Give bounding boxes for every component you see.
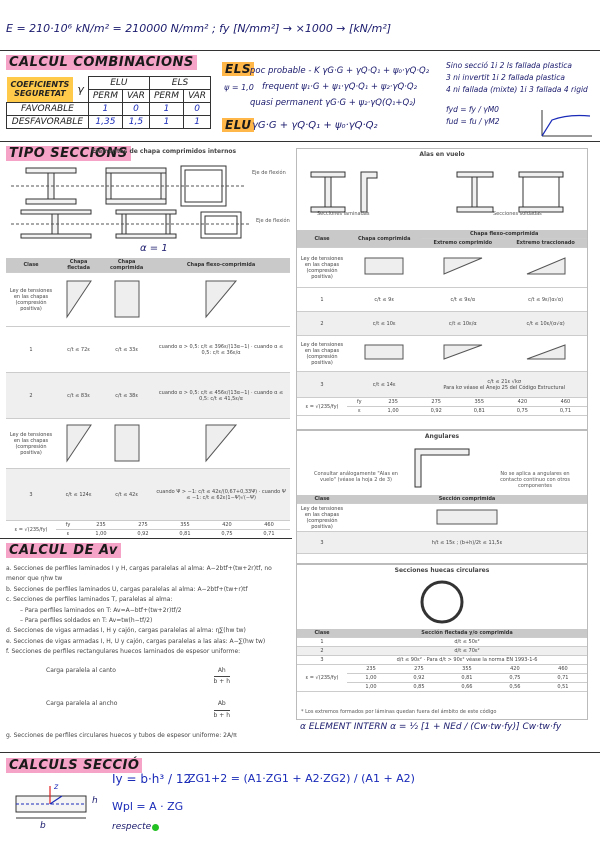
alpha-formula: α ELEMENT INTERN α = ½ [1 + NEd / (Cw·tw·fy)] Cw·tw·fy [300,722,562,732]
iy-formula: Iy = b·h³ / 12 [112,772,192,786]
angulares-left-note: Consultar análogamente "Alas en vuelo" (véase la hoja 2 de 3) [314,471,398,483]
frac-num: Ah [214,666,230,677]
angulares-right-note: No se aplica a angulares en contacto continuo con otros componentes [500,471,570,489]
eps-cell: 1,00 [372,407,415,416]
eps-cell: ε [56,530,80,539]
limit-text: d/t ≤ 90ε² [396,657,422,663]
eps2-cell: 0,56 [491,683,539,692]
av-frac [214,666,230,688]
stress-diagram [101,273,152,327]
internal-sections-drawing [6,160,290,240]
flect-cell: c/t ≤ 83ε [56,373,101,419]
ley-label: Ley de tensiones en las chapas (compresión positiva) [6,419,56,469]
ec-text: c/t ≤ 21ε √kσ [487,378,522,385]
col-header: Chapa comprimida [347,230,421,248]
divider [0,50,600,51]
elu-formula: γG·G + γQ·Q₁ + ψ₀·γQ·Q₂ [252,120,378,131]
av-item: d. Secciones de vigas armadas I, H y cajón, cargas paralelas al alma: η∑(hw tw) [6,627,246,635]
circular-section-sketch [417,577,467,627]
huecas-footnote: * Los extremos formados por láminas quedan fuera del ámbito de este código [301,709,497,715]
col-header: Extremo traccionado [504,239,587,248]
els-line-2: frequent ψ₁·G + ψ₁·γQ·Q₁ + ψ₂·γQ·Q₂ [262,82,417,92]
cell: 1 [149,103,183,116]
fy-cell: 355 [164,521,206,530]
stress-diagram [101,419,152,469]
av-item: f. Secciones de perfiles rectangulares huecos laminados de espesor uniforme: [6,648,241,656]
fy-cell: fy [56,521,80,530]
av-subitem: – Para perfiles soldados en T: Av=tw(h−tf/2) [20,617,153,625]
eps-table [297,398,587,416]
comp-cell: c/t ≤ 38ε [101,373,152,419]
cell: 1,5 [122,116,149,129]
av-subitem: – Para perfiles laminados en T: Av=A−btf+(tw+2r)tf/2 [20,606,182,614]
ec-cell: c/t ≤ 9ε/α [421,288,504,312]
fy-cell: 275 [415,398,458,407]
av-item: a. Secciones de perfiles laminados I y H, cargas paralelas al alma: A−2btf+(tw+2r)tf, no menor que ηhw tw [6,565,272,583]
eps-cell: 0,71 [544,407,587,416]
fy-cell: fy [347,398,372,407]
flange-sketches [297,158,585,218]
eps-label: ε = √(235/fy) [6,521,56,539]
eps-cell: 1,00 [347,674,395,683]
eps2-cell: 0,66 [443,683,491,692]
et-text: Para kσ véase el Anejo 25 del Código Estructural [443,384,566,391]
col-header: Extremo comprimido [421,239,504,248]
fy-cell: 460 [539,665,587,674]
calcul-combinacions-title: CALCUL COMBINACIONS [6,55,197,70]
elu-tag: ELU [222,118,254,132]
flexo-cell: cuando Ψ > −1: c/t ≤ 42ε/(0,67+0,33Ψ) · cuando Ψ ≤ −1: c/t ≤ 62ε(1−Ψ)√(−Ψ) [152,469,290,521]
zg-formula: ZG1+2 = (A1·ZG1 + A2·ZG2) / (A1 + A2) [188,772,415,785]
calcul-av-title: CALCUL DE Av [6,543,121,558]
fy-cell: 420 [206,521,248,530]
eps-cell: 0,71 [248,530,290,539]
axis-label: Eje de flexión [252,170,286,176]
fy-cell: 355 [443,665,491,674]
flange-table [297,230,587,398]
flexo-cell: cuando α > 0,5: c/t ≤ 456ε/(13α−1) · cuando α ≤ 0,5: c/t ≤ 41,5ε/α [152,373,290,419]
gamma-label: γ [77,82,84,96]
var-header: VAR [184,90,211,103]
note-line: 3 ni invertit 1i 2 fallada plastica [446,73,565,82]
limit-cell: d/t ≤ 90ε² · Para d/t > 90ε² véase la norma EN 1993-1-6 [347,656,587,665]
col-header: Chapa flectada [56,258,101,273]
col-header: Sección comprimida [347,495,587,504]
frac-den: b + h [213,711,230,719]
huecas-table [297,629,587,692]
angulares-title: Angulares [424,433,460,440]
eps-cell: 0,75 [491,674,539,683]
stress-diagram [347,336,421,372]
fy-cell: 235 [372,398,415,407]
ec-cell: c/t ≤ 10ε/α [421,312,504,336]
comp-cell: c/t ≤ 42ε [101,469,152,521]
note-text: Para d/t > 90ε² véase la norma EN 1993-1-6 [426,657,538,663]
clase-cell: 3 [297,656,347,665]
b-label: b [40,821,46,831]
perm-header: PERM [88,90,122,103]
eps-cell: 0,92 [395,674,443,683]
cell: 1 [88,103,122,116]
eps-table [6,521,290,539]
col-header: Chapa flexo-comprimida [152,258,290,273]
col-header: Chapa comprimida [101,258,152,273]
clase-cell: 2 [297,647,347,656]
clase-cell: 2 [297,312,347,336]
stress-strain-sketch [538,108,594,140]
fy-cell: 420 [501,398,544,407]
psi-label: ψ = 1,0 [224,83,254,92]
clase-cell: 2 [6,373,56,419]
stress-diagram [347,504,587,532]
av-list [6,564,290,742]
stress-diagram [421,336,504,372]
comp-cell: c/t ≤ 10ε [347,312,421,336]
coef-label: COEFICIENTS SEGURETAT [7,77,74,103]
top-formula: E = 210·10⁶ kN/m² = 210000 N/mm² ; fy [N/mm²] → ×1000 → [kN/m²] [6,22,392,35]
els-header: ELS [149,77,210,90]
wpl-formula: Wpl = A · ZG [112,800,184,813]
angulares-table [297,495,587,554]
h-label: h [92,796,98,806]
divider [0,752,600,753]
stress-diagram [56,419,101,469]
divider [0,141,600,142]
note-line: Sino secció 1i 2 ls fallada plastica [446,61,572,70]
row-label: DESFAVORABLE [7,116,89,129]
row-label: FAVORABLE [7,103,89,116]
comp-cell: c/t ≤ 33ε [101,327,152,373]
els-line-3: quasi permanent γG·G + ψ₂·γQ(Q₁+Q₂) [250,98,416,108]
els-tag: ELS [222,62,254,76]
stress-diagram [152,419,290,469]
combinations-table-wrap [6,76,211,129]
av-item: c. Secciones de perfiles laminados T, paralelas al alma: [6,596,173,604]
eps-label: ε = √(235/fy) [297,665,347,692]
angulares-panel [296,430,588,564]
stress-diagram [347,248,421,288]
calculs-seccio-title: CALCULS SECCIÓ [6,758,142,773]
av-frac [214,699,230,721]
col-header: Chapa flexo-comprimida [421,230,587,239]
fy-cell: 235 [80,521,122,530]
col-header: Clase [6,258,56,273]
comp-cell: c/t ≤ 9ε [347,288,421,312]
ley-label: Ley de tensiones en las chapas (compresión positiva) [297,336,347,372]
els-line-1: poc probable - K γG·G + γQ·Q₁ + ψ₀·γQ·Q₂ [250,66,430,76]
tipo-seccions-title: TIPO SECCIONS [6,146,131,161]
eps-cell: 0,81 [164,530,206,539]
respecte-label: respecte [112,822,152,832]
frac-num: Ab [214,699,230,710]
note-line: fyd = fy / γM0 [446,105,499,114]
huecas-title: Secciones huecas circulares [394,567,490,574]
eps-cell: 0,81 [443,674,491,683]
flect-cell: c/t ≤ 124ε [56,469,101,521]
cell: 0 [184,103,211,116]
combinations-table [6,76,211,129]
alas-title: Alas en vuelo [419,151,465,158]
eps-cell: 0,75 [206,530,248,539]
axis-label: Eje de flexión [256,218,290,224]
note-line: fud = fu / γM2 [446,117,500,126]
fy-cell: 235 [347,665,395,674]
fy-cell: 420 [491,665,539,674]
elu-header: ELU [88,77,149,90]
av-item: b. Secciones de perfiles laminados U, cargas paralelas al alma: A−2btf+(tw+r)tf [6,585,248,593]
green-dot-icon [152,824,159,831]
clase-cell: 1 [297,638,347,647]
cell: 1,35 [88,116,122,129]
ec-cell [421,372,587,398]
soldadas-label: Secciones soldadas [493,211,542,217]
flect-cell: c/t ≤ 72ε [56,327,101,373]
fy-cell: 460 [248,521,290,530]
stress-diagram [504,248,587,288]
fy-cell: 460 [544,398,587,407]
eps2-cell: 0,51 [539,683,587,692]
fy-cell: 355 [458,398,501,407]
alpha-label: α = 1 [140,243,168,254]
av-item: e. Secciones de vigas armadas I, H, U y cajón, cargas paralelas a las alas: A−∑(hw tw) [6,637,266,645]
eps-label: ε = √(235/fy) [297,398,347,416]
stress-diagram [421,248,504,288]
angle-sketch [407,443,477,491]
clase-cell: 1 [297,288,347,312]
limit-cell: d/t ≤ 70ε² [347,647,587,656]
eps-cell: ε [347,407,372,416]
frac-den: b + h [213,678,230,686]
comp-cell: c/t ≤ 14ε [347,372,421,398]
formula-cell: h/t ≤ 15ε ; (b+h)/2t ≤ 11,5ε [347,532,587,554]
et-cell: c/t ≤ 9ε/(α√α) [504,288,587,312]
perm-header: PERM [149,90,183,103]
fy-cell: 275 [395,665,443,674]
clase-cell: 3 [297,532,347,554]
clase-cell: 1 [6,327,56,373]
ley-label: Ley de tensiones en las chapas (compresión positiva) [297,504,347,532]
col-header: Clase [297,629,347,638]
eps2-cell: 0,85 [395,683,443,692]
internal-class-table [6,258,290,539]
stress-diagram [152,273,290,327]
note-line: 4 ni fallada (mixte) 1i 3 fallada 4 rigid [446,85,588,94]
cell: 1 [184,116,211,129]
av-frac-label: Carga paralela al ancho [46,700,118,708]
huecas-panel [296,564,588,720]
col-header: Clase [297,495,347,504]
flexo-cell: cuando α > 0,5: c/t ≤ 396ε/(13α−1) · cuando α ≤ 0,5: c/t ≤ 36ε/α [152,327,290,373]
eps-cell: 0,75 [501,407,544,416]
limit-cell: d/t ≤ 50ε² [347,638,587,647]
eps-cell: 0,92 [122,530,164,539]
av-frac-label: Carga paralela al canto [46,666,116,674]
stress-diagram [504,336,587,372]
laminadas-label: Secciones laminadas [317,211,370,217]
eps-cell: 1,00 [80,530,122,539]
eps2-cell: 1,00 [347,683,395,692]
ley-label: Ley de tensiones en las chapas (compresión positiva) [297,248,347,288]
stress-diagram [56,273,101,327]
tipo-subtitle: Elementos de chapa comprimidos internos [92,148,237,155]
alas-en-vuelo-panel [296,148,588,430]
clase-cell: 3 [6,469,56,521]
eps-cell: 0,71 [539,674,587,683]
cell: 1 [149,116,183,129]
av-frac-row [6,691,290,725]
fy-cell: 275 [122,521,164,530]
var-header: VAR [122,90,149,103]
av-frac-row [6,658,290,692]
av-item: g. Secciones de perfiles circulares huecos y tubos de espesor uniforme: 2A/π [6,732,237,740]
eps-cell: 0,92 [415,407,458,416]
eps-cell: 0,81 [458,407,501,416]
col-header: Sección flectada y/o comprimida [347,629,587,638]
ley-label: Ley de tensiones en las chapas (compresión positiva) [6,273,56,327]
et-cell: c/t ≤ 10ε/(α√α) [504,312,587,336]
clase-cell: 3 [297,372,347,398]
divider [0,538,292,539]
z-label: z [54,782,59,791]
cell: 0 [122,103,149,116]
col-header: Clase [297,230,347,248]
